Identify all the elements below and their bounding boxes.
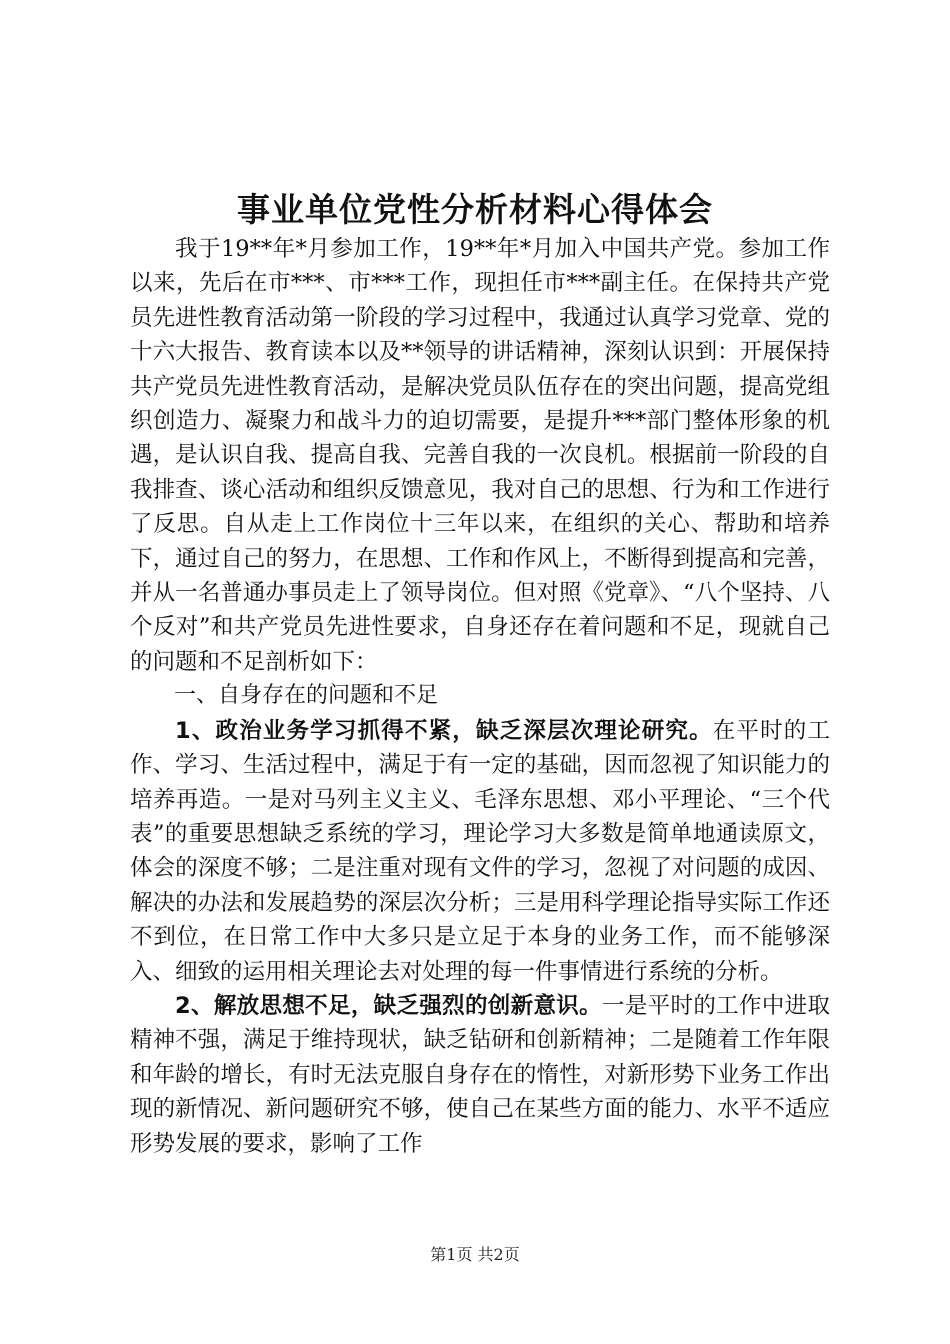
item-2-lead: 2、解放思想不足，缺乏强烈的创新意识。: [175, 992, 602, 1019]
item-1-text: 在平时的工作、学习、生活过程中，满足于有一定的基础，因而忽视了知识能力的培养再造。一是对马列主义主义、毛泽东思想、邓小平理论、“三个代表”的重要思想缺乏系统的学习，理论学习大多数是简单地通读原文，体会的深度不够；二是注重对现有文件的学习，忽视了对问题的成因、解决的办法和发展趋势的深层次分析；三是用科学理论指导实际工作还不到位，在日常工作中大多只是立足于本身的业务工作，而不能够深入、细致的运用相关理论去对处理的每一件事情进行系统的分析。: [130, 717, 830, 985]
section-heading: 一、自身存在的问题和不足: [174, 683, 439, 709]
document-body: [130, 232, 830, 1161]
item-2-paragraph: [130, 989, 830, 1161]
item-2-text: 一是平时的工作中进取精神不强，满足于维持现状，缺乏钻研和创新精神；二是随着工作年限和年龄的增长，有时无法克服自身存在的惰性，对新形势下业务工作出现的新情况、新问题研究不够，使自己在某些方面的能力、水平不适应形势发展的要求，影响了工作: [130, 992, 830, 1157]
item-1-paragraph: [130, 714, 830, 989]
intro-paragraph: 我于19**年*月参加工作，19**年*月加入中国共产党。参加工作以来，先后在市***、市***工作，现担任市***副主任。在保持共产党员先进性教育活动第一阶段的学习过程中，我通过认真学习党章、党的十六大报告、教育读本以及**领导的讲话精神，深刻认识到：开展保持共产党员先进性教育活动，是解决党员队伍存在的突出问题，提高党组织创造力、凝聚力和战斗力的迫切需要，是提升***部门整体形象的机遇，是认识自我、提高自我、完善自我的一次良机。根据前一阶段的自我排查、谈心活动和组织反馈意见，我对自己的思想、行为和工作进行了反思。自从走上工作岗位十三年以来，在组织的关心、帮助和培养下，通过自己的努力，在思想、工作和作风上，不断得到提高和完善，并从一名普通办事员走上了领导岗位。但对照《党章》、“八个坚持、八个反对”和共产党员先进性要求，自身还存在着问题和不足，现就自己的问题和不足剖析如下：: [130, 236, 830, 675]
item-1-lead: 1、政治业务学习抓得不紧，缺乏深层次理论研究。: [175, 717, 713, 744]
page-footer: 第1页 共2页: [430, 1245, 520, 1264]
document-title: 事业单位党性分析材料心得体会: [237, 190, 713, 229]
